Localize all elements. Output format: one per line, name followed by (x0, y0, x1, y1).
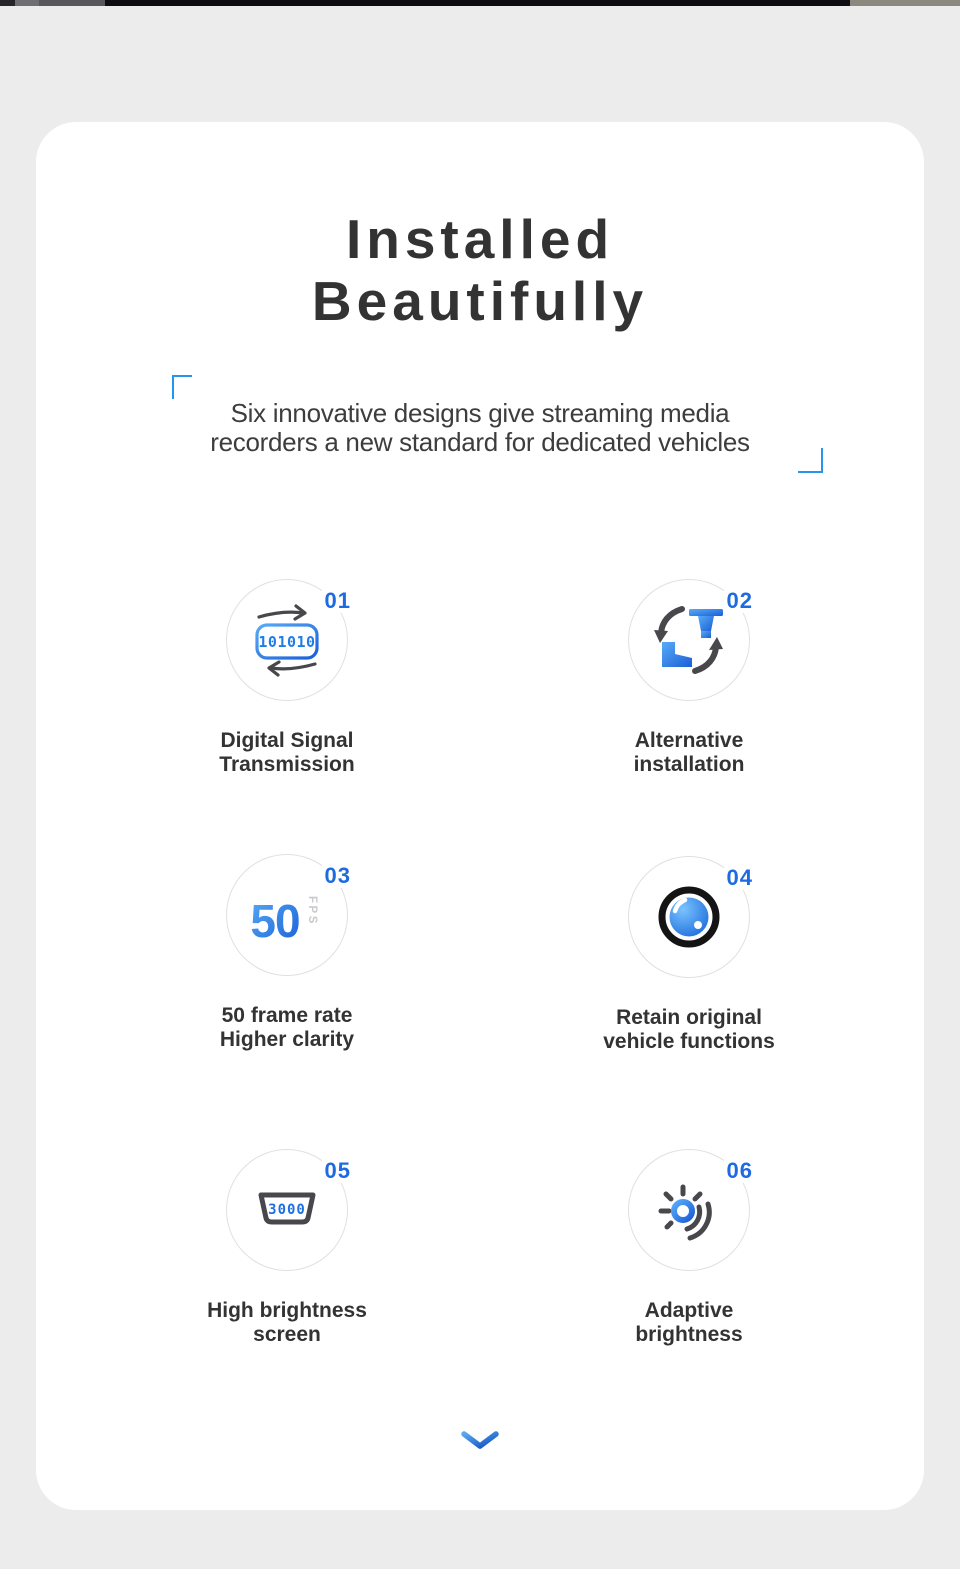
feature-50-frame-rate (162, 854, 412, 1052)
feature-circle (226, 1149, 351, 1271)
top-edge-strip (0, 0, 960, 6)
adaptive-brightness-icon (649, 1170, 729, 1250)
page-title-line1: Installed (345, 208, 615, 270)
feature-label: Alternative installation (633, 729, 745, 776)
subtitle-line2: recorders a new standard for dedicated vehicles (210, 427, 750, 457)
feature-adaptive-brightness (564, 1149, 814, 1347)
feature-circle (628, 856, 753, 978)
feature-label: Retain original vehicle functions (603, 1006, 775, 1053)
swap-installation-icon (649, 600, 729, 680)
corner-bracket-top-left (172, 375, 192, 399)
content-card (36, 122, 924, 1510)
page-title-line2: Beautifully (311, 270, 649, 332)
svg-text:FPS: FPS (306, 896, 318, 926)
feature-number: 03 (322, 864, 354, 888)
feature-number: 05 (322, 1159, 354, 1183)
feature-number: 01 (322, 589, 354, 613)
feature-digital-signal-transmission (162, 579, 412, 777)
feature-circle (226, 579, 351, 701)
feature-label: Digital Signal Transmission (219, 729, 355, 776)
svg-text:3000: 3000 (268, 1202, 306, 1218)
feature-label: High brightness screen (207, 1299, 367, 1346)
subtitle (36, 399, 924, 457)
feature-number: 02 (724, 589, 756, 613)
high-brightness-screen-icon (247, 1170, 327, 1250)
chevron-down-icon[interactable] (458, 1430, 502, 1452)
svg-text:101010: 101010 (258, 633, 316, 651)
fps-50-icon (247, 875, 327, 955)
feature-number: 04 (724, 866, 756, 890)
svg-text:50: 50 (250, 895, 300, 947)
feature-circle (226, 854, 351, 976)
page-title (36, 208, 924, 332)
feature-label: Adaptive brightness (635, 1299, 743, 1346)
feature-circle (628, 579, 753, 701)
subtitle-line1: Six innovative designs give streaming media (230, 398, 730, 428)
feature-circle (628, 1149, 753, 1271)
feature-label: 50 frame rate Higher clarity (219, 1004, 355, 1051)
feature-retain-vehicle-functions (564, 856, 814, 1054)
feature-alternative-installation (564, 579, 814, 777)
binary-signal-icon (247, 600, 327, 680)
feature-number: 06 (724, 1159, 756, 1183)
feature-high-brightness-screen (162, 1149, 412, 1347)
camera-lens-icon (649, 877, 729, 957)
